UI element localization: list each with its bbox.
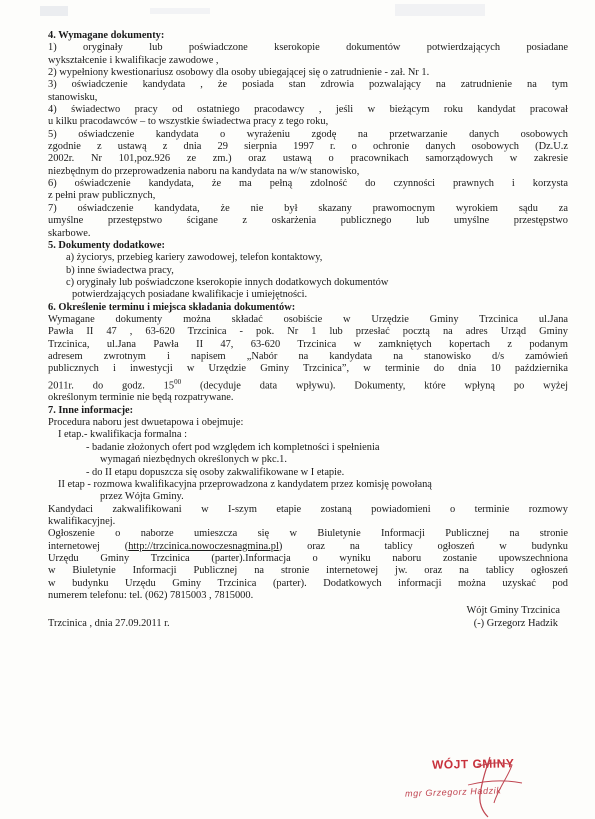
text-line: Urzędu Gminy Trzcinica (parter).Informacja o wyniku naboru zostanie upowszechniona [48, 552, 568, 564]
text-line: określonym terminie nie będą rozpatrywane. [48, 392, 234, 404]
section-6-heading: 6. Określenie terminu i miejsca składania dokumentów: [48, 301, 296, 313]
date-row [48, 618, 568, 630]
text-line: z pełni praw publicznych, [48, 190, 156, 202]
text-line: niezbędnym do przeprowadzenia naboru na kandydata na w/w stanowisko, [48, 165, 360, 177]
text-line: publicznych i inwestycji w Urzędzie Gminy Trzcinica”, w terminie do dnia 10 października [48, 363, 568, 375]
list-item: a) życiorys, przebieg kariery zawodowej, telefon kontaktowy, [66, 252, 323, 264]
signature-block [48, 605, 568, 630]
text-line [48, 376, 568, 393]
list-item: potwierdzających posiadane kwalifikacje i umiejętności. [72, 289, 308, 301]
text-line: wymagań niezbędnych określonych w pkc.1. [100, 454, 287, 466]
section-required-documents [48, 30, 568, 240]
text-line: skarbowe. [48, 227, 91, 239]
text-line: w Biuletynie Informacji Publicznej na stronie internetowej jw. oraz na tablicy ogłoszeń [48, 565, 568, 577]
section-additional-documents [48, 240, 568, 302]
text-line: w budynku Urzędu Gminy Trzcinica (parter). Dodatkowych informacji można uzyskać pod [48, 577, 568, 589]
document-body [48, 30, 568, 630]
text-fragment: ) oraz na tablicy ogłoszeń w budynku [278, 540, 568, 552]
text-fragment: (decyduje data wpływu). Dokumenty, które wpłyną po wyżej [181, 380, 568, 392]
handwritten-signature-icon [438, 755, 548, 819]
text-line [48, 541, 568, 553]
text-line: 3) oświadczenie kandydata , że posiada stan zdrowia pozwalający na zatrudnienie na tym [48, 79, 568, 91]
section-7-heading: 7. Inne informacje: [48, 404, 134, 416]
list-item: c) oryginały lub poświadczone kserokopie innych dodatkowych dokumentów [66, 276, 389, 288]
signer-title: Wójt Gminy Trzcinica [466, 605, 560, 617]
section-5-heading: 5. Dokumenty dodatkowe: [48, 239, 165, 251]
text-line: I etap.- kwalifikacja formalna : [58, 429, 187, 441]
text-line: stanowisku, [48, 91, 98, 103]
text-line: wykształcenie i kwalifikacje zawodowe , [48, 54, 219, 66]
text-line: 1) oryginały lub poświadczone kserokopie dokumentów potwierdzających posiadane [48, 42, 568, 54]
text-line: - do II etapu dopuszcza się osoby zakwalifikowane w I etapie. [86, 466, 345, 478]
text-line: kwalifikacyjnej. [48, 515, 116, 527]
text-line: numerem telefonu: tel. (062) 7815003 , 7815000. [48, 589, 254, 601]
text-line: Kandydaci zakwalifikowani w I-szym etapie zostaną powiadomieni o terminie rozmowy [48, 503, 568, 515]
text-line: umyślne przestępstwo ścigane z oskarżenia publicznego lub umyślne przestępstwo [48, 215, 568, 227]
text-line: - badanie złożonych ofert pod względem ich kompletności i spełnienia [86, 441, 380, 453]
text-fragment: internetowej ( [48, 540, 129, 552]
section-other-info [48, 405, 568, 603]
text-line: Pawła II 47 , 63-620 Trzcinica - pok. Nr 1 lub przesłać pocztą na adres Urząd Gminy [48, 326, 568, 338]
section-submission-terms [48, 302, 568, 405]
text-line: zgodnie z ustawą z dnia 29 sierpnia 1997 r. o ochronie danych osobowych (Dz.U.z [48, 141, 568, 153]
scan-smudge [0, 0, 595, 24]
section-4-heading: 4. Wymagane dokumenty: [48, 30, 165, 41]
text-line: przez Wójta Gminy. [100, 491, 184, 503]
text-line: Ogłoszenie o naborze umieszcza się w Biuletynie Informacji Publicznej na stronie [48, 528, 568, 540]
superscript: 00 [174, 377, 182, 386]
website-link[interactable]: http://trzcinica.nowoczesnagmina.pl [128, 540, 279, 552]
official-stamp: WÓJT GMINY [431, 756, 515, 772]
text-line: Procedura naboru jest dwuetapowa i obejmuje: [48, 417, 244, 429]
text-line: 6) oświadczenie kandydata, że ma pełną zdolność do czynności prawnych i korzysta [48, 178, 568, 190]
text-line: 2) wypełniony kwestionariusz osobowy dla osoby ubiegającej się o zatrudnienie - zał. Nr 1. [48, 67, 430, 79]
text-line: Trzcinica, ul.Jana Pawła II 47, 63-620 Trzcinica w zamkniętych kopertach z podanym [48, 338, 568, 350]
document-date: Trzcinica , dnia 27.09.2011 r. [48, 617, 170, 629]
text-line: 5) oświadczenie kandydata o wyrażeniu zgodę na przetwarzanie danych osobowych [48, 128, 568, 140]
text-line: u kilku pracodawców – to wszystkie świadectwa pracy z tego roku, [48, 116, 329, 128]
text-line: II etap - rozmowa kwalifikacyjna przeprowadzona z kandydatem przez komisję powołaną [58, 478, 432, 490]
stamp-signature: mgr Grzegorz Hadzik [404, 785, 502, 799]
text-line: 2002r. Nr 101,poz.926 ze zm.) oraz ustawą o pracownikach samorządowych w zakresie [48, 153, 568, 165]
list-item: b) inne świadectwa pracy, [66, 264, 174, 276]
signer-name: (-) Grzegorz Hadzik [473, 617, 558, 629]
text-line: adresem zwrotnym i napisem „Nabór na kandydata na stanowisko d/s zamówień [48, 350, 568, 362]
text-line: Wymagane dokumenty można składać osobiście w Urzędzie Gminy Trzcinica ul.Jana [48, 313, 568, 325]
text-fragment: 2011r. do godz. 15 [48, 380, 175, 392]
text-line: 4) świadectwo pracy od ostatniego pracodawcy , jeśli w bieżącym roku kandydat pracował [48, 104, 568, 116]
text-line: 7) oświadczenie kandydata, że nie był skazany prawomocnym wyrokiem sądu za [48, 202, 568, 214]
